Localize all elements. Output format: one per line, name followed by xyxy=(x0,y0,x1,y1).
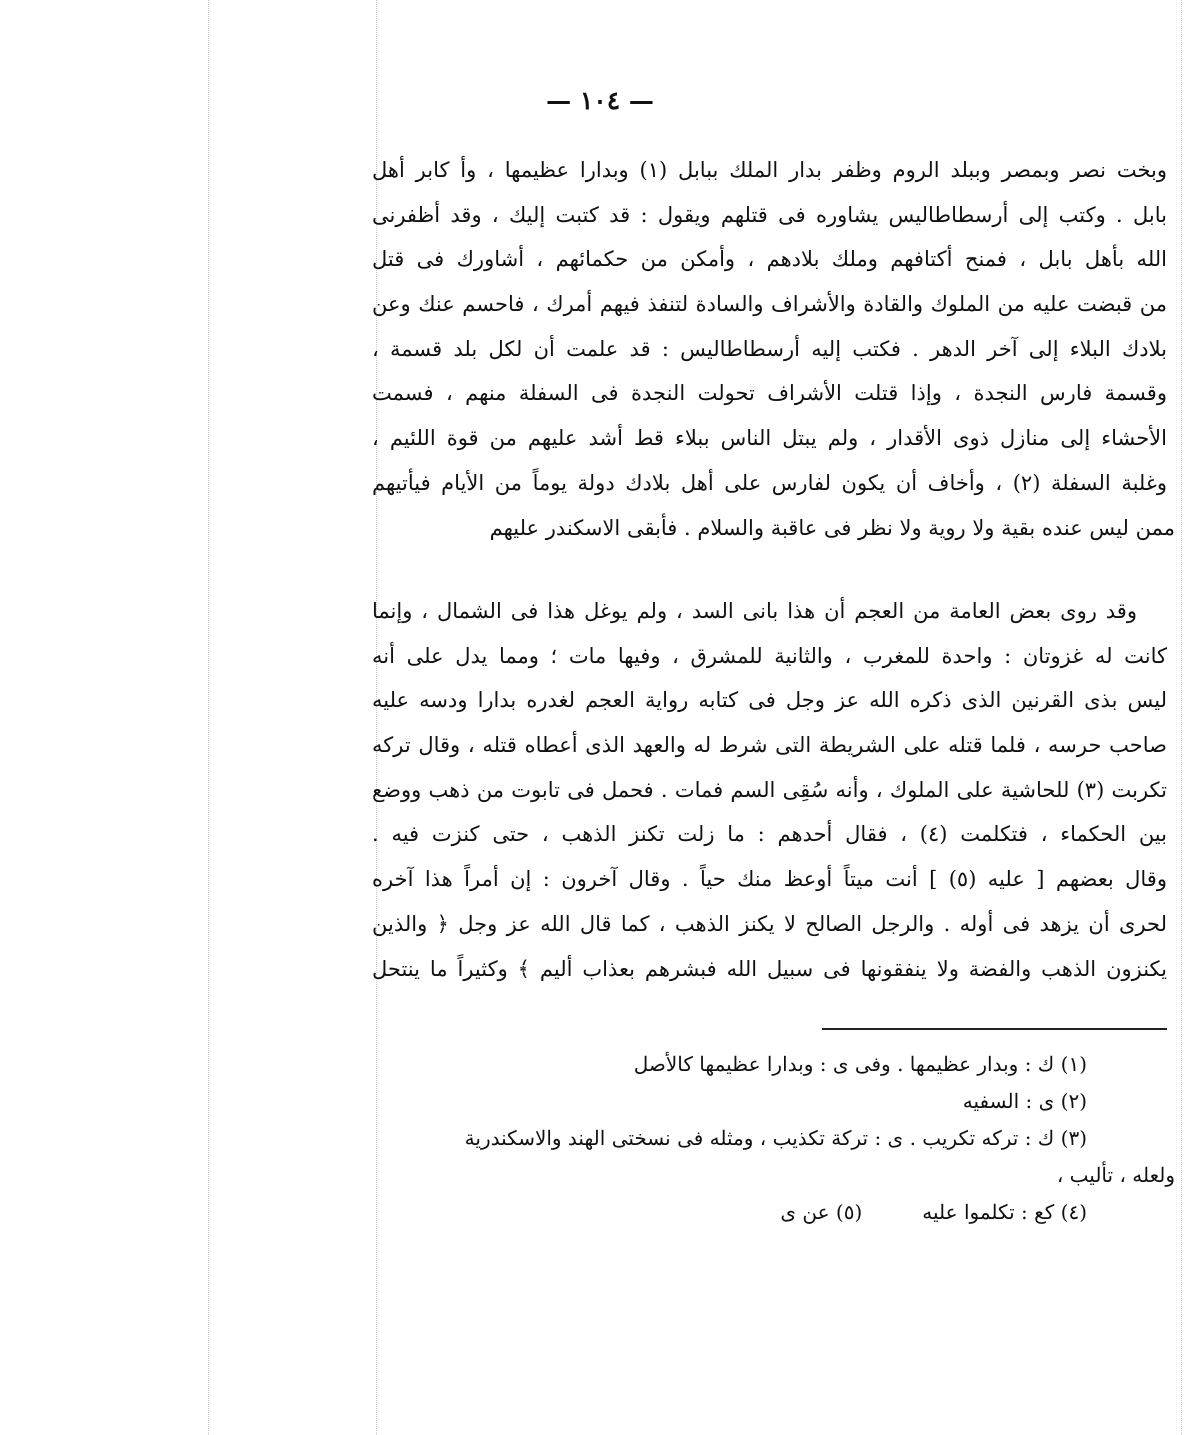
text-line: وغلبة السفلة (٢) ، وأخاف أن يكون لفارس على أهل بلادك دولة يوماً من الأيام فيأتيهم xyxy=(372,470,1167,495)
footnote-2: (٢) ى : السفيه xyxy=(962,1089,1087,1113)
text-line: بلادك البلاء إلى آخر الدهر . فكتب إليه أرسطاطاليس : قد علمت أن لكل بلد قسمة ، xyxy=(372,336,1167,361)
text-line: ليس بذى القرنين الذى ذكره الله عز وجل فى كتابه رواية العجم لغدره بدارا ودسه عليه xyxy=(372,688,1167,713)
text-line: لحرى أن يزهد فى أوله . والرجل الصالح لا يكنز الذهب ، كما قال الله عز وجل ﴿ والذين xyxy=(372,911,1167,936)
text-line: يكنزون الذهب والفضة ولا ينفقونها فى سبيل الله فبشرهم بعذاب أليم ﴾ وكثيراً ما ينتحل xyxy=(372,956,1167,981)
text-line: تكربت (٣) للحاشية على الملوك ، وأنه سُقِى السم فمات . فحمل فى تابوت من ذهب ووضع xyxy=(372,777,1167,802)
footnote-4: (٤) كع : تكلموا عليه xyxy=(922,1200,1087,1224)
text-line: بابل . وكتب إلى أرسطاطاليس يشاوره فى قتلهم ويقول : قد كتبت إليك ، وقد أظفرنى xyxy=(372,202,1167,227)
text-line: من قبضت عليه من الملوك والقادة والأشراف والسادة لتنفذ فيهم أمرك ، فاحسم عنك وعن xyxy=(372,292,1167,317)
text-line: الأحشاء إلى منازل ذوى الأقدار ، ولم يبتل الناس ببلاء قط أشد عليهم من قوة اللئيم ، xyxy=(372,426,1167,451)
text-line: الله بأهل بابل ، فمنح أكتافهم وملك بلادهم ، وأمكن من حكمائهم ، أشاورك فى قتل xyxy=(372,247,1167,272)
text-line: صاحب حرسه ، فلما قتله على الشريطة التى شرط له والعهد الذى أعطاه قتله ، وقال تركه xyxy=(372,733,1167,758)
text-line: بين الحكماء ، فتكلمت (٤) ، فقال أحدهم : ما زلت تكنز الذهب ، حتى كنزت فيه . xyxy=(372,822,1167,847)
footnote-row xyxy=(400,1194,1167,1231)
scan-guide-line xyxy=(208,0,209,1435)
footnote-3: (٣) ك : تركه تكريب . ى : تركة تكذيب ، ومثله فى نسختى الهند والاسكندرية xyxy=(464,1126,1087,1150)
text-line: وقسمة فارس النجدة ، وإذا قتلت الأشراف تحولت النجدة فى السفلة منهم ، فسمت xyxy=(372,381,1167,406)
footnote-3-continuation: ولعله ، تأليب ، xyxy=(1056,1163,1175,1187)
footnote-separator xyxy=(822,1028,1167,1030)
text-line: وقد روى بعض العامة من العجم أن هذا بانى السد ، ولم يوغل هذا فى الشمال ، وإنما xyxy=(372,599,1137,623)
paragraph-1 xyxy=(372,148,1175,550)
scan-guide-line xyxy=(1181,0,1182,1435)
page-number: — ١٠٤ — xyxy=(546,86,654,115)
text-line: وقال بعضهم [ عليه (٥) ] أنت ميتاً أوعظ منك حياً . وقال آخرون : إن أمراً هذا آخره xyxy=(372,867,1167,892)
text-line: ممن ليس عنده بقية ولا روية ولا نظر فى عاقبة والسلام . فأبقى الاسكندر عليهم xyxy=(489,515,1175,540)
paragraph-2 xyxy=(372,589,1167,991)
footnote-5: (٥) عن ى xyxy=(780,1200,863,1224)
text-line: كانت له غزوتان : واحدة للمغرب ، والثانية للمشرق ، وفيها مات ؛ ومما يدل على أنه xyxy=(372,643,1167,668)
footnote-1: (١) ك : وبدار عظيمها . وفى ى : وبدارا عظيمها كالأصل xyxy=(633,1052,1087,1076)
text-line: وبخت نصر وبمصر وببلد الروم وظفر بدار الملك ببابل (١) وبدارا عظيمها ، وأ كابر أهل xyxy=(372,158,1167,182)
footnotes xyxy=(400,1046,1175,1231)
